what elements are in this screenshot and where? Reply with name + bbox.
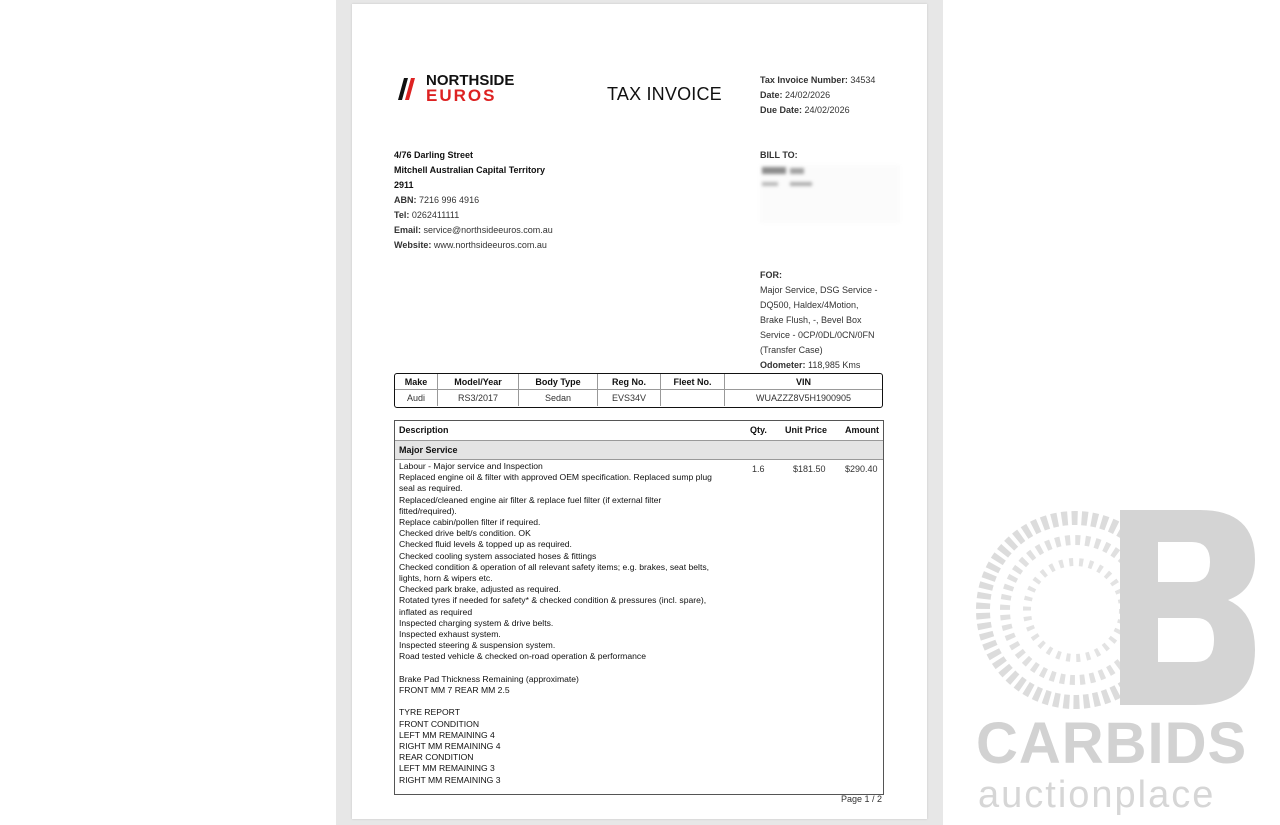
header-description: Description xyxy=(399,425,449,435)
logo-line1: NORTHSIDE xyxy=(426,72,515,89)
due-date-row: Due Date: 24/02/2026 xyxy=(760,105,850,115)
vehicle-reg-no: EVS34V xyxy=(598,390,661,407)
item-line: LEFT MM REMAINING 4 xyxy=(399,729,495,740)
item-line: Rotated tyres if needed for safety* & checked condition & pressures (incl. spare), xyxy=(399,595,707,606)
item-line: Inspected exhaust system. xyxy=(399,629,501,640)
item-line: Checked park brake, adjusted as required. xyxy=(399,584,561,595)
abn-row: ABN: 7216 996 4916 xyxy=(394,195,480,205)
company-address xyxy=(394,148,553,253)
header-amount: Amount xyxy=(845,425,879,435)
invoice-date-row: Date: 24/02/2026 xyxy=(760,90,831,100)
item-line: LEFT MM REMAINING 3 xyxy=(399,763,495,774)
website-row: Website: www.northsideeuros.com.au xyxy=(394,240,547,250)
item-line xyxy=(399,663,729,674)
item-line: Labour - Major service and Inspection xyxy=(399,461,543,471)
watermark-brand: CARBIDS xyxy=(976,711,1248,776)
section-title: Major Service xyxy=(399,445,458,455)
street: 4/76 Darling Street xyxy=(394,150,474,160)
item-line: seal as required. xyxy=(399,483,463,494)
col-fleet-no: Fleet No. xyxy=(661,374,725,390)
page-number: Page 1 / 2 xyxy=(841,794,883,804)
item-line: Replaced/cleaned engine air filter & replace fuel filter (if external filter xyxy=(399,494,662,505)
invoice-meta xyxy=(760,73,875,118)
vehicle-vin: WUAZZZ8V5H1900905 xyxy=(725,390,883,407)
vehicle-details-table xyxy=(394,373,883,408)
col-body-type: Body Type xyxy=(519,374,598,390)
document-title: TAX INVOICE xyxy=(607,84,722,104)
item-line: FRONT CONDITION xyxy=(399,718,480,729)
invoice-date: 24/02/2026 xyxy=(785,90,831,100)
vehicle-fleet-no xyxy=(661,390,725,407)
col-reg-no: Reg No. xyxy=(598,374,661,390)
due-date: 24/02/2026 xyxy=(804,105,850,115)
northside-euros-logo xyxy=(394,70,546,104)
item-line: Road tested vehicle & checked on-road operation & performance xyxy=(399,651,646,662)
watermark-sub: auctionplace xyxy=(978,774,1216,816)
tel-row: Tel: 0262411111 xyxy=(394,210,460,220)
item-line: Inspected steering & suspension system. xyxy=(399,640,556,651)
invoice-number: 34534 xyxy=(850,75,876,85)
item-line: REAR CONDITION xyxy=(399,752,474,763)
vehicle-model-year: RS3/2017 xyxy=(438,390,519,407)
postcode: 2911 xyxy=(394,180,414,190)
for-label: FOR: xyxy=(760,270,782,280)
for-line: (Transfer Case) xyxy=(760,345,823,355)
email-row: Email: service@northsideeuros.com.au xyxy=(394,225,553,235)
item-amount: $290.40 xyxy=(845,464,878,474)
for-line: Service - 0CP/0DL/0CN/0FN xyxy=(760,330,875,340)
bill-to-label: BILL TO: xyxy=(760,150,798,160)
items-header xyxy=(395,421,883,441)
vehicle-make: Audi xyxy=(395,390,438,407)
header-qty: Qty. xyxy=(750,425,767,435)
item-line: Checked cooling system associated hoses & fittings xyxy=(399,550,597,561)
vehicle-body-type: Sedan xyxy=(519,390,598,407)
line-items-table xyxy=(394,420,884,795)
item-line: TYRE REPORT xyxy=(399,707,460,718)
item-line: RIGHT MM REMAINING 3 xyxy=(399,774,501,785)
item-line: fitted/required). xyxy=(399,505,457,516)
item-description-lines xyxy=(399,461,729,786)
invoice-page xyxy=(352,4,927,819)
item-line: Brake Pad Thickness Remaining (approximate) xyxy=(399,673,579,684)
for-line: Brake Flush, -, Bevel Box xyxy=(760,315,862,325)
item-line: Checked drive belt/s condition. OK xyxy=(399,528,531,539)
col-model-year: Model/Year xyxy=(438,374,519,390)
section-row xyxy=(395,441,883,460)
item-unit-price: $181.50 xyxy=(793,464,826,474)
item-line: RIGHT MM REMAINING 4 xyxy=(399,741,501,752)
for-line: Major Service, DSG Service - xyxy=(760,285,878,295)
item-line: Checked fluid levels & topped up as required. xyxy=(399,539,572,550)
invoice-number-row: Tax Invoice Number: 34534 xyxy=(760,75,876,85)
header-unit-price: Unit Price xyxy=(785,425,828,435)
odometer-row: Odometer: 118,985 Kms xyxy=(760,360,861,370)
item-line: Replaced engine oil & filter with approved OEM specification. Replaced sump plug xyxy=(399,472,712,483)
item-line xyxy=(399,696,729,707)
for-line: DQ500, Haldex/4Motion, xyxy=(760,300,859,310)
col-vin: VIN xyxy=(725,374,883,390)
item-line: lights, horn & wipers etc. xyxy=(399,573,493,584)
item-line: inflated as required xyxy=(399,606,473,617)
item-line: Inspected charging system & drive belts. xyxy=(399,617,554,628)
item-line: Checked condition & operation of all relevant safety items; e.g. brakes, seat belts, xyxy=(399,561,710,572)
redacted-billing-address xyxy=(760,165,900,223)
item-line: FRONT MM 7 REAR MM 2.5 xyxy=(399,685,510,696)
for-block xyxy=(760,268,885,373)
city: Mitchell Australian Capital Territory xyxy=(394,165,546,175)
logo-line2: EUROS xyxy=(426,86,497,104)
item-line: Replace cabin/pollen filter if required. xyxy=(399,517,541,528)
col-make: Make xyxy=(404,376,428,387)
item-qty: 1.6 xyxy=(752,464,765,474)
